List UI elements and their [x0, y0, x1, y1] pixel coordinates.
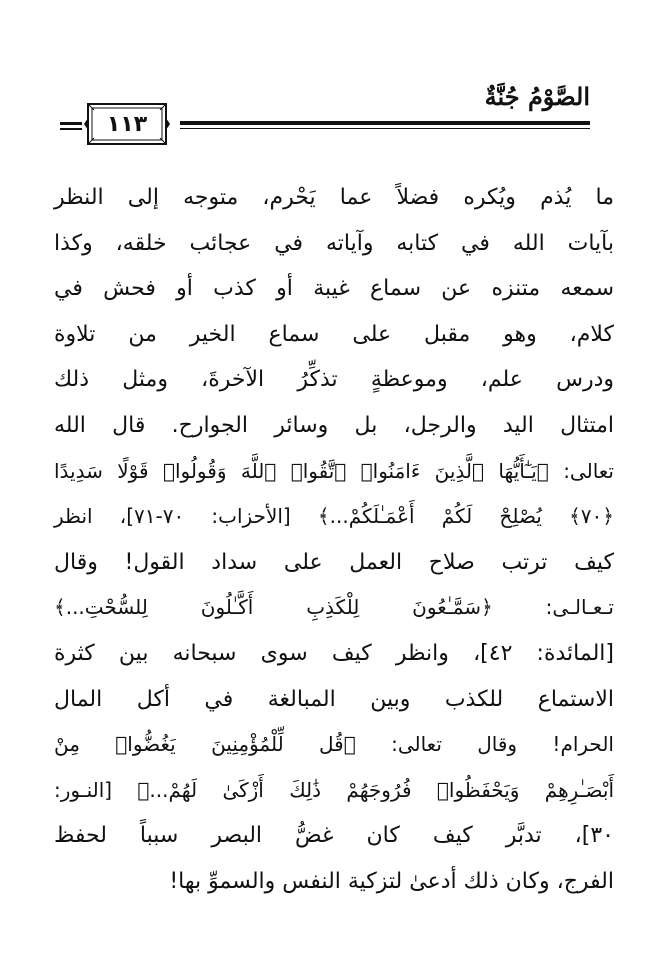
- text-line: ٣٠]، تدبَّر كيف كان غضُّ البصر سبباً لحفظ: [54, 823, 614, 849]
- text-line: كلام، وهو مقبل على سماع الخير من تلاوة: [54, 321, 614, 347]
- text-line: امتثال اليد والرجل، بل وسائر الجوارح. قال الله: [54, 412, 614, 438]
- text-line: [المائدة: ٤٢]، وانظر كيف سوى سبحانه بين كثرة: [54, 640, 614, 666]
- text-line: تـعـالـى: ﴿سَمَّـٰعُونَ لِلْكَذِبِ أَكَّـٰلُونَ لِلسُّحْتِ...﴾: [54, 595, 614, 620]
- page-header: [60, 82, 590, 152]
- page-body: [54, 175, 614, 905]
- page-number: ١١٣: [106, 112, 148, 137]
- text-line: ما يُذم ويُكره فضلاً عما يَحْرم، متوجه إلى النظر: [54, 185, 614, 210]
- text-line: أَبْصَـٰرِهِمْ وَيَحْفَظُوا۟ فُرُوجَهُمْ ذَٰلِكَ أَزْكَىٰ لَهُمْ...﴾ [النـور:: [54, 777, 614, 802]
- text-line: بآيات الله في كتابه وآياته في عجائب خلقه، وكذا: [54, 230, 614, 256]
- text-line: سمعه متنزه عن سماع غيبة أو كذب أو فحش في: [54, 276, 614, 302]
- text-line: الاستماع للكذب وبين المبالغة في أكل المال: [54, 686, 614, 712]
- header-rule-right: [180, 118, 590, 130]
- text-line: ودرس علم، وموعظةٍ تذكِّرُ الآخرةَ، ومثل ذلك: [54, 367, 614, 393]
- page-number-frame: [84, 100, 170, 148]
- text-line: كيف ترتب صلاح العمل على سداد القول! وقال: [54, 549, 614, 575]
- header-rule-left: [60, 122, 82, 132]
- text-line: ﴿٧٠﴾ يُصْلِحْ لَكُمْ أَعْمَـٰلَكُمْ...﴾ [الأحزاب: ٧٠-٧١]، انظر: [54, 504, 614, 529]
- text-line: تعالى: ﴿يَـٰٓأَيُّهَا ٱلَّذِينَ ءَامَنُوا۟ ٱتَّقُوا۟ ٱللَّهَ وَقُولُوا۟ قَوْلًا سَدِيدًا: [54, 458, 614, 483]
- running-title: الصَّوْمُ جُنَّةٌ: [484, 82, 590, 111]
- text-line: الفرج، وكان ذلك أدعىٰ لتزكية النفس والسموِّ بها!: [169, 868, 614, 894]
- text-line: الحرام! وقال تعالى: ﴿قُل لِّلْمُؤْمِنِينَ يَغُضُّوا۟ مِنْ: [54, 732, 614, 757]
